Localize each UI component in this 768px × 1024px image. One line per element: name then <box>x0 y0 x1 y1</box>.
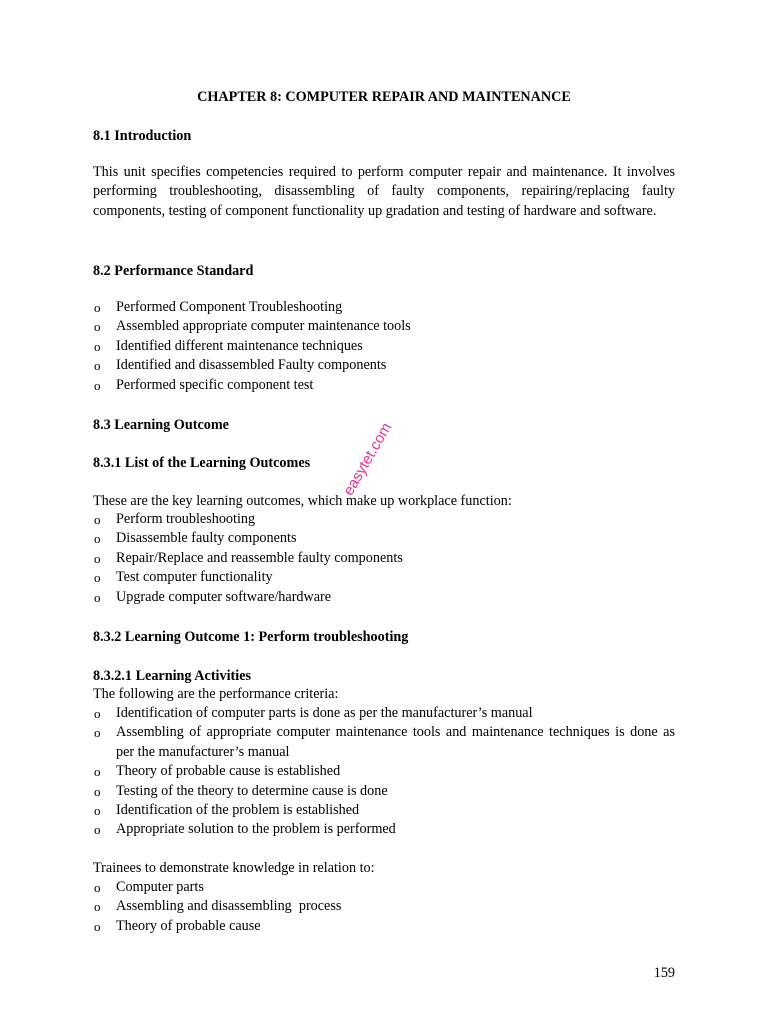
outcomes-intro-text: These are the key learning outcomes, which make up workplace function: <box>93 493 512 509</box>
watermark: easytet.com <box>340 419 396 499</box>
list-item <box>93 510 675 529</box>
subsection-heading-list-of-outcomes: 8.3.1 List of the Learning Outcomes <box>93 455 311 471</box>
list-item-text: Assembling and disassembling process <box>116 898 342 915</box>
list-item <box>93 762 675 781</box>
bullet-icon: o <box>94 725 101 741</box>
bullet-icon: o <box>94 918 101 934</box>
bullet-icon: o <box>94 358 101 374</box>
list-item <box>93 298 675 317</box>
performance-criteria-list <box>93 704 675 840</box>
bullet-icon: o <box>94 338 101 354</box>
list-item <box>93 588 675 607</box>
bullet-icon: o <box>94 512 101 527</box>
list-item <box>93 529 675 548</box>
list-item <box>93 568 675 587</box>
page-number: 159 <box>653 965 675 981</box>
bullet-icon: o <box>94 531 101 547</box>
list-item-text: Testing of the theory to determine cause is done <box>116 782 388 799</box>
list-item-text: Assembling of appropriate computer maintenance tools and maintenance techniques is done as per the manufacturer’s manual <box>116 724 675 760</box>
list-item <box>93 820 675 839</box>
bullet-icon: o <box>94 589 101 605</box>
list-item-text: Appropriate solution to the problem is performed <box>116 821 396 838</box>
knowledge-list <box>93 878 675 936</box>
list-item <box>93 782 675 801</box>
bullet-icon: o <box>94 764 101 780</box>
subsection-heading-outcome-1: 8.3.2 Learning Outcome 1: Perform troubleshooting <box>93 629 409 645</box>
section-heading-performance-standard: 8.2 Performance Standard <box>93 263 254 279</box>
section-heading-learning-outcome: 8.3 Learning Outcome <box>93 417 229 433</box>
list-item <box>93 376 675 395</box>
bullet-icon: o <box>94 550 101 566</box>
list-item <box>93 356 675 375</box>
list-item <box>93 704 675 723</box>
learning-outcomes-list <box>93 510 675 607</box>
subsection-heading-learning-activities: 8.3.2.1 Learning Activities <box>93 668 252 684</box>
knowledge-intro-text: Trainees to demonstrate knowledge in relation to: <box>93 860 375 876</box>
list-item-text: Perform troubleshooting <box>116 511 256 527</box>
list-item <box>93 878 675 897</box>
list-item-text: Repair/Replace and reassemble faulty components <box>116 549 403 566</box>
criteria-intro-text: The following are the performance criteria: <box>93 686 339 702</box>
list-item-text: Performed Component Troubleshooting <box>116 299 343 315</box>
bullet-icon: o <box>94 899 101 915</box>
performance-standard-list <box>93 298 675 395</box>
bullet-icon: o <box>94 319 101 335</box>
chapter-title: CHAPTER 8: COMPUTER REPAIR AND MAINTENANCE <box>197 89 571 105</box>
bullet-icon: o <box>94 570 101 586</box>
list-item <box>93 917 675 936</box>
bullet-icon: o <box>94 803 101 819</box>
list-item-text: Identified and disassembled Faulty components <box>116 357 387 374</box>
list-item-text: Identification of the problem is established <box>116 802 360 819</box>
list-item-text: Identification of computer parts is done as per the manufacturer’s manual <box>116 705 533 721</box>
list-item <box>93 549 675 568</box>
list-item <box>93 337 675 356</box>
bullet-icon: o <box>94 783 101 799</box>
list-item-text: Theory of probable cause is established <box>116 763 341 780</box>
bullet-icon: o <box>94 880 101 895</box>
list-item-text: Disassemble faulty components <box>116 530 297 547</box>
list-item-text: Performed specific component test <box>116 376 314 393</box>
list-item <box>93 801 675 820</box>
bullet-icon: o <box>94 300 101 315</box>
list-item-text: Identified different maintenance techniques <box>116 337 363 354</box>
list-item <box>93 317 675 336</box>
bullet-icon: o <box>94 377 101 393</box>
section-heading-introduction: 8.1 Introduction <box>93 128 192 144</box>
list-item-text: Test computer functionality <box>116 569 273 586</box>
list-item-text: Assembled appropriate computer maintenance tools <box>116 318 411 335</box>
list-item <box>93 897 675 916</box>
introduction-paragraph: This unit specifies competencies required to perform computer repair and maintenance. It involves performing troubleshooting, disassembling of faulty components, repairing/replacing faulty components, testing of component functionality up gradation and testing of hardware and software. <box>93 164 675 219</box>
list-item <box>93 723 675 762</box>
list-item-text: Computer parts <box>116 879 204 895</box>
bullet-icon: o <box>94 706 101 721</box>
bullet-icon: o <box>94 822 101 838</box>
list-item-text: Upgrade computer software/hardware <box>116 588 332 605</box>
list-item-text: Theory of probable cause <box>116 917 261 934</box>
